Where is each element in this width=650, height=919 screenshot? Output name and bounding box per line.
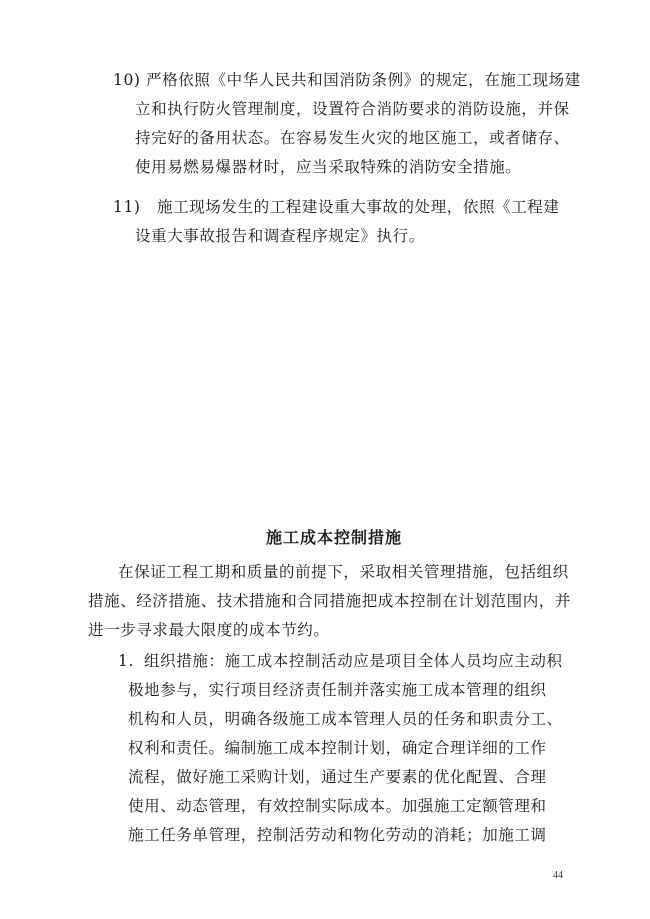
- intro-line-1: 在保证工程工期和质量的前提下，采取相关管理措施，包括组织: [118, 563, 569, 581]
- item-1-number: 1.: [118, 652, 134, 670]
- item-1-line-6: 使用、动态管理，有效控制实际成本。加强施工定额管理和: [128, 797, 547, 815]
- item-1-line-3: 机构和人员，明确各级施工成本管理人员的任务和职责分工、: [128, 710, 563, 728]
- item-10-line-1: 10) 严格依照《中华人民共和国消防条例》的规定，在施工现场建: [113, 71, 581, 89]
- item-11-line-1: 施工现场发生的工程建设重大事故的处理，依照《工程建: [157, 198, 560, 216]
- intro-line-2: 措施、经济措施、技术措施和合同措施把成本控制在计划范围内，并: [88, 592, 572, 610]
- item-10-line-3: 持完好的备用状态。在容易发生火灾的地区施工，或者储存、: [135, 129, 570, 147]
- item-1-line-7: 施工任务单管理，控制活劳动和物化劳动的消耗；加施工调: [128, 826, 547, 844]
- item-10-line-2: 立和执行防火管理制度，设置符合消防要求的消防设施，并保: [135, 100, 570, 118]
- item-11-line-2: 设重大事故报告和调查程序规定》执行。: [135, 227, 425, 245]
- item-11-number: 11): [113, 198, 141, 216]
- item-1-line-2: 极地参与，实行项目经济责任制并落实施工成本管理的组织: [128, 681, 547, 699]
- item-1-line-1: 组织措施：施工成本控制活动应是项目全体人员均应主动积: [144, 652, 563, 670]
- item-1-line-4: 权利和责任。编制施工成本控制计划，确定合理详细的工作: [128, 739, 547, 757]
- section-title: 施工成本控制措施: [266, 528, 403, 547]
- item-1-line-5: 流程，做好施工采购计划，通过生产要素的优化配置、合理: [128, 768, 547, 786]
- intro-line-3: 进一步寻求最大限度的成本节约。: [88, 621, 330, 639]
- item-10-line-4: 使用易燃易爆器材时，应当采取特殊的消防安全措施。: [135, 158, 522, 176]
- page-number: 44: [553, 870, 563, 881]
